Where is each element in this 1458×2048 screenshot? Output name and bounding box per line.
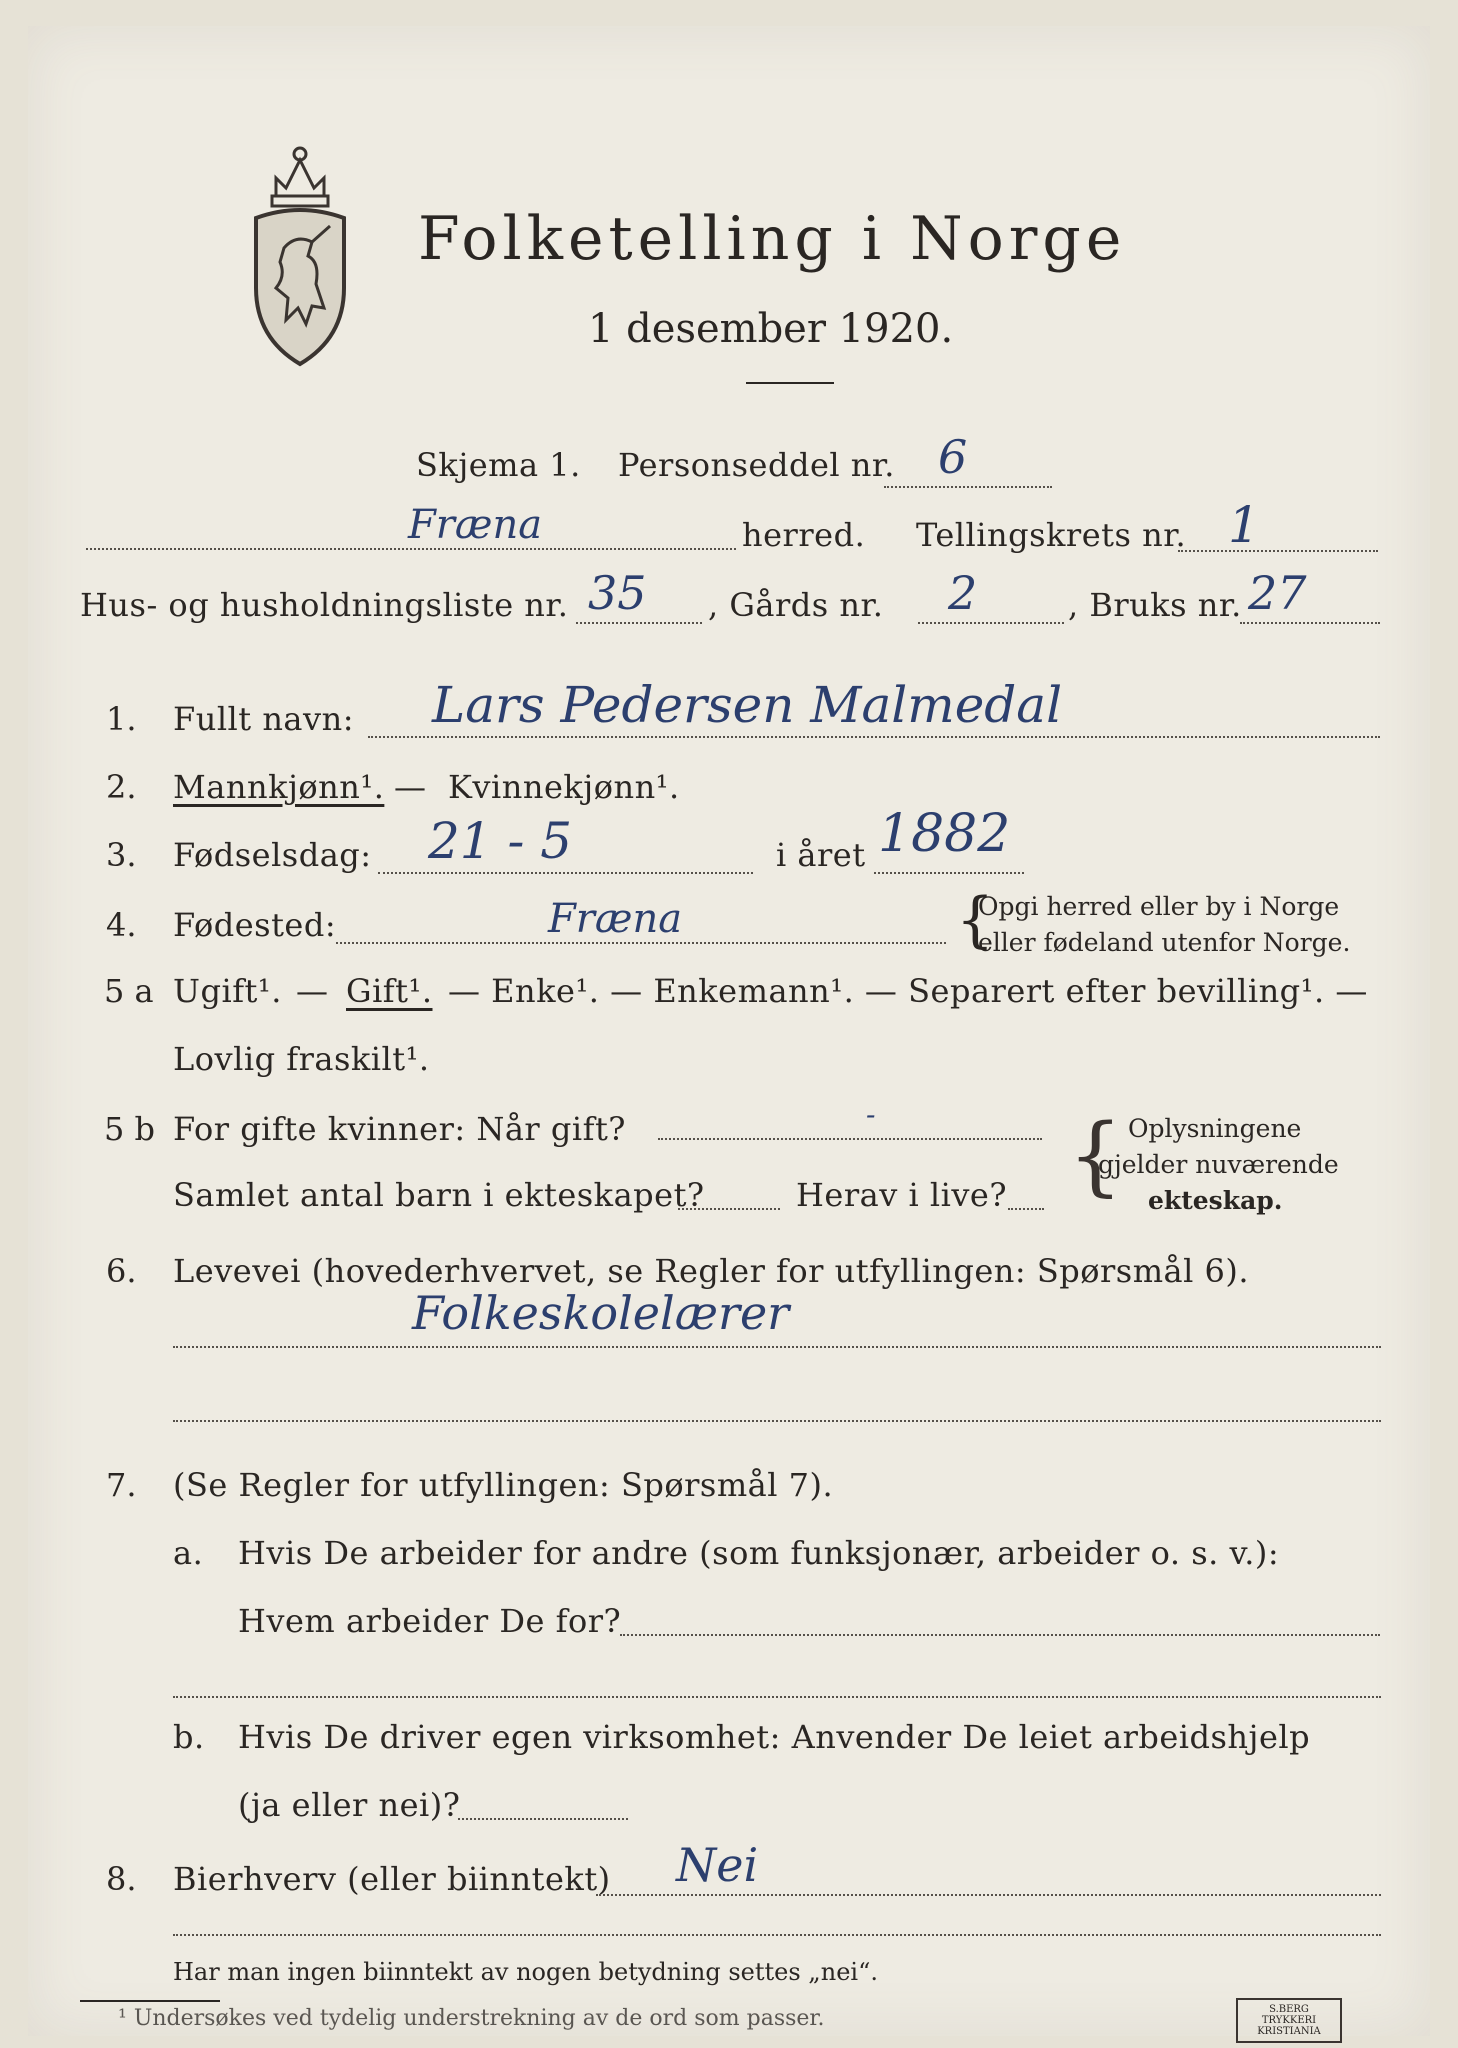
footer-note: Har man ingen biinntekt av nogen betydning settes „nei“. (173, 1958, 878, 1986)
gards-line (918, 622, 1064, 624)
q5b-note-line2: gjelder nuværende (1098, 1150, 1339, 1179)
q6-value[interactable]: Folkeskolelærer (412, 1286, 790, 1340)
q4-value[interactable]: Fræna (548, 896, 683, 942)
q8-label: Bierhverv (eller biinntekt) (173, 1860, 611, 1898)
gards-value[interactable]: 2 (948, 566, 978, 620)
q2-male-option[interactable]: Mannkjønn¹. (173, 768, 385, 806)
q7-label: (Se Regler for utfyllingen: Spørsmål 7). (173, 1466, 834, 1504)
q7a-text: Hvis De arbeider for andre (som funksjonær, arbeider o. s. v.): (238, 1534, 1280, 1572)
q7a-line2 (173, 1696, 1381, 1698)
q5b-value[interactable]: - (866, 1098, 876, 1131)
q5b-line (658, 1138, 1042, 1140)
skjema-label: Skjema 1. (416, 446, 581, 484)
tellingskrets-line (1178, 550, 1378, 552)
q5a-number: 5 a (104, 972, 154, 1010)
q6-line1 (173, 1346, 1381, 1348)
q3-value[interactable]: 21 - 5 (428, 812, 573, 870)
q7-number: 7. (106, 1466, 137, 1504)
q1-number: 1. (106, 700, 137, 738)
q3-label: Fødselsdag: (173, 836, 372, 874)
q5b-number: 5 b (104, 1110, 156, 1148)
q6-number: 6. (106, 1252, 137, 1290)
q3-year-label: i året (776, 836, 866, 874)
q7b-number: b. (173, 1718, 205, 1756)
q3-year-line (874, 872, 1024, 874)
q4-note-line2: eller fødeland utenfor Norge. (978, 928, 1351, 957)
q1-label: Fullt navn: (173, 700, 354, 738)
bruks-line (1240, 622, 1380, 624)
q1-value[interactable]: Lars Pedersen Malmedal (432, 676, 1063, 734)
q5b-label: For gifte kvinner: Når gift? (173, 1110, 626, 1148)
q5a-gift-option[interactable]: Gift¹. (346, 972, 433, 1010)
q5b-barn-label: Samlet antal barn i ekteskapet? (173, 1176, 705, 1214)
q2-female-option[interactable]: Kvinnekjønn¹. (448, 768, 680, 806)
q1-line (368, 736, 1380, 738)
personseddel-label: Personseddel nr. (618, 446, 895, 484)
q5a-separator: — (296, 972, 329, 1010)
q2-separator: — (394, 768, 427, 806)
husliste-value[interactable]: 35 (588, 566, 647, 620)
q5a-ugift-option[interactable]: Ugift¹. (173, 972, 282, 1010)
q6-line2 (173, 1420, 1381, 1422)
q4-number: 4. (106, 906, 137, 944)
q8-line (596, 1894, 1381, 1896)
q5b-brace: { (1068, 1106, 1123, 1206)
q4-label: Fødested: (173, 906, 337, 944)
personseddel-value[interactable]: 6 (938, 430, 968, 484)
coat-of-arms-icon (246, 138, 354, 370)
q7a-line (620, 1634, 1380, 1636)
q5b-barn-line (678, 1208, 780, 1210)
tellingskrets-label: Tellingskrets nr. (916, 516, 1187, 554)
q5b-live-label: Herav i live? (796, 1176, 1008, 1214)
q4-note-line1: Opgi herred eller by i Norge (978, 892, 1340, 921)
q4-line (336, 942, 946, 944)
tellingskrets-value[interactable]: 1 (1228, 496, 1260, 554)
q4-brace: { (956, 885, 995, 955)
page-title: Folketelling i Norge (418, 204, 1127, 274)
footer-divider (80, 2000, 220, 2002)
herred-label: herred. (742, 516, 866, 554)
q7b-question: (ja eller nei)? (238, 1786, 461, 1824)
census-date: 1 desember 1920. (588, 306, 954, 352)
q8-value[interactable]: Nei (676, 1838, 759, 1892)
q5b-live-line (1008, 1208, 1044, 1210)
personseddel-line (884, 486, 1052, 488)
q8-number: 8. (106, 1860, 137, 1898)
q7a-question: Hvem arbeider De for? (238, 1602, 622, 1640)
title-divider (746, 382, 834, 384)
q7b-text: Hvis De driver egen virksomhet: Anvender De leiet arbeidshjelp (238, 1718, 1311, 1756)
printer-stamp: S.BERG TRYKKERI KRISTIANIA (1236, 1998, 1342, 2043)
census-form-page (28, 26, 1430, 2036)
q5a-other-options[interactable]: — Enke¹. — Enkemann¹. — Separert efter bevilling¹. — (448, 972, 1368, 1010)
husliste-label: Hus- og husholdningsliste nr. (80, 586, 569, 624)
q7a-number: a. (173, 1534, 204, 1572)
q5a-fraskilt-option[interactable]: Lovlig fraskilt¹. (173, 1040, 430, 1078)
bruks-label: , Bruks nr. (1068, 586, 1242, 624)
herred-line (86, 548, 736, 550)
q8-line2 (173, 1934, 1381, 1936)
q5b-note-line3: ekteskap. (1148, 1186, 1283, 1215)
bruks-value[interactable]: 27 (1248, 566, 1307, 620)
q3-year-value[interactable]: 1882 (878, 804, 1011, 864)
q7b-line (458, 1818, 628, 1820)
footnote: ¹ Undersøkes ved tydelig understrekning av de ord som passer. (118, 2006, 825, 2031)
q3-number: 3. (106, 836, 137, 874)
husliste-line (576, 622, 702, 624)
q6-label: Levevei (hovederhvervet, se Regler for utfyllingen: Spørsmål 6). (173, 1252, 1250, 1290)
gards-label: , Gårds nr. (708, 586, 884, 624)
q2-number: 2. (106, 768, 137, 806)
herred-value[interactable]: Fræna (408, 502, 543, 548)
q3-line (378, 872, 753, 874)
q5b-note-line1: Oplysningene (1128, 1114, 1302, 1143)
